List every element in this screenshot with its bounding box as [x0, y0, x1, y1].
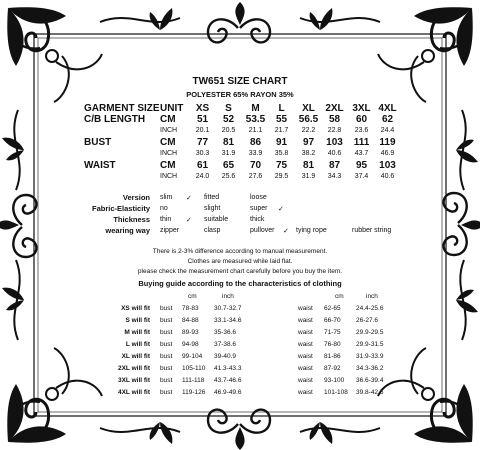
guide-cell: waist	[298, 365, 313, 372]
guide-cell: 29.9-29.5	[356, 329, 384, 336]
table-cell: 65	[222, 160, 235, 171]
guide-size: 4XL will fit	[117, 389, 150, 396]
header-size: XS	[195, 103, 210, 114]
guide-size: XL will fit	[121, 353, 150, 360]
guide-cell: 30.7-32.7	[214, 305, 242, 312]
guide-cell: bust	[160, 317, 173, 324]
header-size: 2XL	[325, 103, 344, 114]
guide-cell: 39-40.9	[214, 353, 237, 360]
guide-size: 2XL will fit	[117, 365, 150, 372]
feature-option: clasp	[204, 227, 221, 234]
feature-option: slight	[204, 205, 221, 212]
guide-cell: 43.7-46.6	[214, 377, 242, 384]
feature-label: Fabric-Elasticity	[92, 204, 150, 213]
table-cell: 81	[222, 137, 235, 148]
note-text: please check the measurement chart carefully before you buy the item.	[137, 268, 343, 275]
guide-cell: 24.4-25.6	[356, 305, 384, 312]
guide-cell: 46.9-49.6	[214, 389, 242, 396]
table-cell: 103	[326, 137, 343, 148]
table-cell: 35.8	[274, 150, 289, 157]
guide-cell: waist	[298, 317, 313, 324]
guide-col-inch: inch	[222, 293, 234, 300]
table-cell: 95	[355, 160, 368, 171]
header-size: L	[278, 103, 285, 114]
guide-cell: 33.1-34.6	[214, 317, 242, 324]
table-cell: 30.3	[195, 150, 210, 157]
guide-cell: bust	[160, 365, 173, 372]
guide-cell: bust	[160, 329, 173, 336]
table-cell: 22.8	[327, 127, 342, 134]
guide-cell: 37-38.6	[214, 341, 237, 348]
row-unit: INCH	[160, 150, 178, 157]
feature-option: tying rope	[296, 227, 327, 234]
table-cell: 97	[302, 137, 315, 148]
feature-label: Thickness	[113, 215, 150, 224]
header-size: M	[251, 103, 260, 114]
row-unit: CM	[160, 137, 176, 148]
guide-cell: 94-98	[182, 341, 199, 348]
guide-size: M will fit	[124, 329, 150, 336]
table-cell: 21.7	[274, 127, 289, 134]
table-cell: 34.3	[327, 173, 342, 180]
chart-title: TW651 SIZE CHART	[192, 76, 288, 87]
feature-option: pullover	[250, 227, 275, 234]
feature-option: no	[160, 205, 168, 212]
guide-cell: bust	[160, 389, 173, 396]
feature-option: loose	[250, 194, 267, 201]
guide-cell: waist	[298, 329, 313, 336]
guide-cell: waist	[298, 353, 313, 360]
feature-label: wearing way	[105, 226, 150, 235]
header-size: XL	[302, 103, 315, 114]
guide-cell: waist	[298, 341, 313, 348]
table-cell: 25.6	[221, 173, 236, 180]
guide-cell: 101-108	[324, 389, 348, 396]
guide-size: S will fit	[125, 317, 150, 324]
note-text: There is 2-3% difference according to manual measurement.	[152, 248, 328, 255]
table-cell: 91	[275, 137, 288, 148]
table-cell: 46.9	[380, 150, 395, 157]
guide-col-cm: cm	[188, 293, 197, 300]
guide-cell: 66-70	[324, 317, 341, 324]
row-label: WAIST	[84, 160, 116, 171]
table-cell: 60	[355, 114, 368, 125]
guide-col-inch: inch	[366, 293, 378, 300]
guide-cell: 119-126	[182, 389, 206, 396]
material-text: POLYESTER 65% RAYON 35%	[186, 90, 294, 99]
check-mark-icon: ✓	[186, 217, 192, 224]
table-cell: 81	[302, 160, 315, 171]
row-label: BUST	[84, 137, 112, 148]
guide-size: L will fit	[125, 341, 150, 348]
guide-cell: bust	[160, 377, 173, 384]
feature-option: zipper	[160, 227, 180, 234]
table-cell: 21.1	[248, 127, 263, 134]
table-cell: 27.6	[248, 173, 263, 180]
feature-option: thin	[160, 216, 172, 223]
guide-cell: 105-110	[182, 365, 206, 372]
guide-col-cm: cm	[335, 293, 344, 300]
table-cell: 56.5	[298, 114, 319, 125]
table-cell: 61	[196, 160, 209, 171]
table-cell: 58	[328, 114, 341, 125]
guide-cell: 111-118	[182, 377, 205, 384]
table-cell: 75	[275, 160, 288, 171]
table-cell: 38.2	[301, 150, 316, 157]
guide-cell: 36.6-39.4	[356, 377, 384, 384]
guide-cell: 39.8-42.5	[356, 389, 384, 396]
check-mark-icon: ✓	[283, 228, 289, 235]
guide-cell: 81-86	[324, 353, 341, 360]
table-cell: 111	[353, 137, 370, 148]
table-cell: 40.6	[380, 173, 395, 180]
header-unit: UNIT	[160, 103, 184, 114]
table-cell: 31.9	[221, 150, 236, 157]
table-cell: 24.0	[195, 173, 210, 180]
table-cell: 23.6	[354, 127, 369, 134]
table-cell: 87	[328, 160, 341, 171]
check-mark-icon: ✓	[278, 206, 284, 213]
header-size: S	[225, 103, 232, 114]
feature-option: suitable	[204, 216, 229, 223]
table-cell: 53.5	[245, 114, 266, 125]
header-label: GARMENT SIZE	[84, 103, 160, 114]
note-text: Clothes are measured while laid flat.	[187, 258, 293, 265]
row-unit: CM	[160, 160, 176, 171]
table-cell: 33.9	[248, 150, 263, 157]
guide-cell: 99-104	[182, 353, 203, 360]
guide-cell: 62-65	[324, 305, 341, 312]
guide-cell: 89-93	[182, 329, 199, 336]
feature-option: thick	[250, 216, 265, 223]
row-unit: INCH	[160, 127, 178, 134]
table-cell: 20.1	[195, 127, 210, 134]
feature-option: fitted	[204, 194, 220, 201]
row-label: C/B LENGTH	[84, 114, 146, 125]
table-cell: 51	[196, 114, 209, 125]
guide-cell: 34.3-36.2	[356, 365, 384, 372]
feature-option: rubber string	[352, 227, 392, 234]
table-cell: 119	[379, 137, 396, 148]
guide-cell: 78-83	[182, 305, 199, 312]
feature-label: Version	[122, 193, 150, 202]
table-cell: 55	[275, 114, 288, 125]
guide-cell: 41.3-43.3	[214, 365, 242, 372]
guide-cell: 87-92	[324, 365, 341, 372]
table-cell: 31.9	[301, 173, 316, 180]
guide-title: Buying guide according to the characteristics of clothing	[138, 279, 342, 288]
table-cell: 37.4	[354, 173, 369, 180]
guide-cell: waist	[298, 389, 313, 396]
table-cell: 24.4	[380, 127, 395, 134]
table-cell: 22.2	[301, 127, 316, 134]
guide-cell: bust	[160, 305, 173, 312]
guide-size: 3XL will fit	[117, 377, 150, 384]
table-cell: 43.7	[354, 150, 369, 157]
table-cell: 52	[222, 114, 235, 125]
table-cell: 70	[249, 160, 262, 171]
row-unit: INCH	[160, 173, 178, 180]
guide-cell: 29.9-31.5	[356, 341, 384, 348]
guide-cell: bust	[160, 353, 173, 360]
feature-option: slim	[160, 194, 173, 201]
guide-cell: 93-100	[324, 377, 345, 384]
table-cell: 62	[381, 114, 394, 125]
guide-size: XS will fit	[121, 305, 150, 312]
table-cell: 77	[196, 137, 209, 148]
guide-cell: 84-88	[182, 317, 199, 324]
header-size: 4XL	[378, 103, 397, 114]
check-mark-icon: ✓	[186, 195, 192, 202]
header-size: 3XL	[352, 103, 371, 114]
guide-cell: bust	[160, 341, 173, 348]
guide-cell: 31.9-33.9	[356, 353, 384, 360]
row-unit: CM	[160, 114, 176, 125]
guide-cell: 35-36.6	[214, 329, 237, 336]
guide-cell: 71-75	[324, 329, 341, 336]
table-cell: 40.6	[327, 150, 342, 157]
guide-cell: 76-80	[324, 341, 341, 348]
table-cell: 86	[249, 137, 262, 148]
guide-cell: 26-27.6	[356, 317, 379, 324]
guide-cell: waist	[298, 305, 313, 312]
table-cell: 103	[379, 160, 396, 171]
feature-option: super	[250, 205, 268, 212]
guide-cell: waist	[298, 377, 313, 384]
table-cell: 29.5	[274, 173, 289, 180]
table-cell: 20.5	[221, 127, 236, 134]
